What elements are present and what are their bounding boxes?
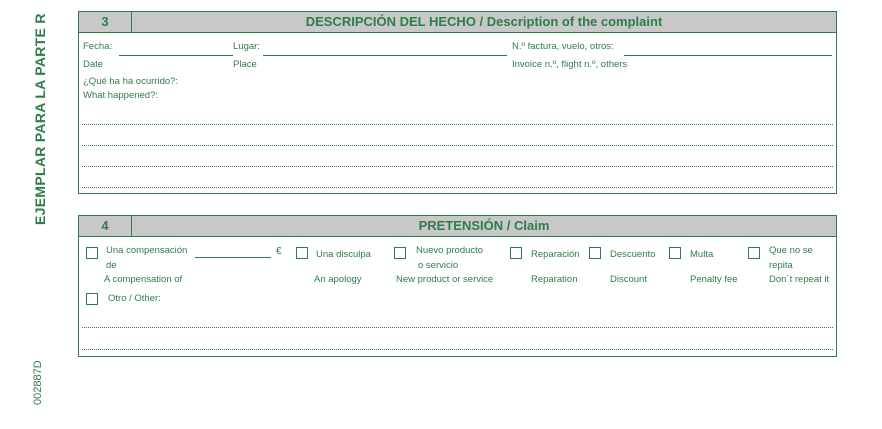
penalty-label-en: Penalty fee	[690, 274, 738, 285]
compensation-label-es-2: de	[106, 260, 117, 271]
new-product-label-es: Nuevo producto	[416, 245, 484, 256]
other-checkbox[interactable]	[86, 293, 98, 305]
penalty-checkbox[interactable]	[669, 247, 681, 259]
place-field[interactable]	[263, 55, 507, 56]
description-line[interactable]	[82, 124, 833, 125]
apology-label-en: An apology	[314, 274, 362, 285]
apology-checkbox[interactable]	[296, 247, 308, 259]
section-claim-header	[79, 216, 836, 237]
reparation-label-en: Reparation	[531, 274, 578, 285]
date-label-en: Date	[83, 59, 104, 70]
description-line[interactable]	[82, 187, 833, 188]
date-field[interactable]	[119, 55, 233, 56]
penalty-label-es: Multa	[690, 249, 714, 260]
section-claim	[78, 215, 837, 357]
section-number: 3	[79, 12, 132, 32]
what-happened-label-es: ¿Qué ha ha ocurrido?:	[83, 76, 179, 87]
no-repeat-label-es: Que no se	[769, 245, 813, 256]
no-repeat-label-es-2: repita	[769, 260, 793, 271]
new-product-label-es-2: o servicio	[418, 260, 459, 271]
form-code-text: 002887D	[32, 360, 44, 405]
copy-designation	[22, 0, 48, 225]
place-label-en: Place	[233, 59, 257, 70]
euro-symbol: €	[276, 246, 282, 257]
place-label-es: Lugar:	[233, 41, 260, 52]
section-description-header	[79, 12, 836, 33]
description-line[interactable]	[82, 166, 833, 167]
section-description	[78, 11, 837, 194]
discount-label-en: Discount	[610, 274, 647, 285]
invoice-label-en: Invoice n.º, flight n.º, others	[512, 59, 628, 70]
compensation-label-en: A compensation of	[104, 274, 183, 285]
apology-label-es: Una disculpa	[316, 249, 371, 260]
no-repeat-checkbox[interactable]	[748, 247, 760, 259]
no-repeat-label-en: Don´t repeat it	[769, 274, 830, 285]
section-number: 4	[79, 216, 132, 236]
section-title: PRETENSIÓN / Claim	[418, 218, 550, 233]
description-line[interactable]	[82, 145, 833, 146]
invoice-label-es: N.º factura, vuelo, otros:	[512, 41, 614, 52]
other-label: Otro / Other:	[108, 293, 161, 304]
compensation-checkbox[interactable]	[86, 247, 98, 259]
copy-designation-text: EJEMPLAR PARA LA PARTE R	[32, 13, 48, 225]
invoice-field[interactable]	[624, 55, 832, 56]
new-product-checkbox[interactable]	[394, 247, 406, 259]
new-product-label-en: New product or service	[396, 274, 494, 285]
discount-checkbox[interactable]	[589, 247, 601, 259]
discount-label-es: Descuento	[610, 249, 656, 260]
date-label-es: Fecha:	[83, 41, 113, 52]
compensation-amount-field[interactable]	[195, 257, 271, 258]
claim-line[interactable]	[82, 327, 833, 328]
reparation-label-es: Reparación	[531, 249, 580, 260]
compensation-label-es: Una compensación	[106, 245, 188, 256]
claim-line[interactable]	[82, 349, 833, 350]
what-happened-label-en: What happened?:	[83, 90, 159, 101]
section-title: DESCRIPCIÓN DEL HECHO / Description of the complaint	[305, 14, 663, 29]
form-code	[22, 345, 42, 405]
reparation-checkbox[interactable]	[510, 247, 522, 259]
